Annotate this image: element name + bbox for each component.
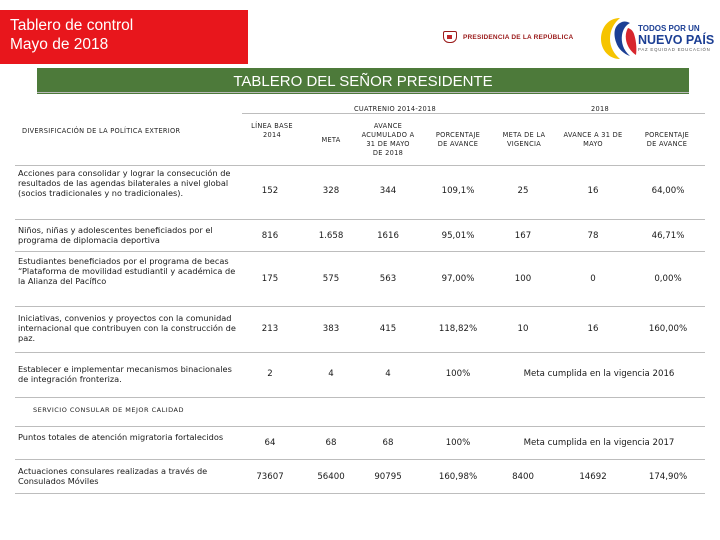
cell-meta-vigencia: 8400 bbox=[512, 472, 534, 482]
todos-por-un-nuevo-pais-logo bbox=[598, 10, 720, 64]
cell-meta-cumplida: Meta cumplida en la vigencia 2017 bbox=[523, 438, 675, 448]
cell-meta-vigencia: 10 bbox=[517, 324, 529, 334]
porcentaje-avance-header: PORCENTAJE DE AVANCE bbox=[435, 131, 481, 148]
cell-porcentaje: 100% bbox=[445, 369, 471, 379]
banner-divider bbox=[37, 92, 689, 93]
row-divider bbox=[15, 426, 705, 427]
cell-linea-base: 2 bbox=[267, 369, 273, 379]
cell-avance-mayo: 16 bbox=[587, 324, 599, 334]
row-label-agendas-bilaterales: Acciones para consolidar y lograr la consecución de resultados de las agendas bilaterales a nivel global (socios tradicionales y no tradicionales). bbox=[18, 168, 231, 198]
row-divider bbox=[15, 251, 705, 252]
group-header-divider bbox=[242, 113, 705, 114]
row-divider bbox=[15, 352, 705, 353]
linea-base-header: LÍNEA BASE 2014 bbox=[251, 122, 293, 139]
dashboard-title: Tablero de control bbox=[10, 17, 134, 34]
presidencia-label: PRESIDENCIA DE LA REPÚBLICA bbox=[463, 33, 574, 41]
meta-vigencia-header: META DE LA VIGENCIA bbox=[502, 131, 546, 148]
cell-linea-base: 816 bbox=[261, 231, 279, 241]
avance-mayo-header: AVANCE A 31 DE MAYO bbox=[563, 131, 623, 148]
cell-avance: 90795 bbox=[374, 472, 402, 482]
meta-header: META bbox=[321, 136, 341, 144]
section-banner: TABLERO DEL SEÑOR PRESIDENTE bbox=[37, 68, 689, 94]
cell-meta: 56400 bbox=[317, 472, 345, 482]
cell-meta: 1.658 bbox=[318, 231, 344, 241]
cell-meta-vigencia: 25 bbox=[517, 186, 529, 196]
tricolor-swirl-icon bbox=[598, 14, 642, 64]
cell-avance-mayo: 78 bbox=[587, 231, 599, 241]
row-label-diplomacia-deportiva: Niños, niñas y adolescentes beneficiados por el programa de diplomacia deportiva bbox=[18, 225, 213, 245]
cell-meta-vigencia: 167 bbox=[514, 231, 532, 241]
logo-line3: PAZ EQUIDAD EDUCACIÓN bbox=[638, 47, 711, 52]
cell-avance: 68 bbox=[382, 438, 394, 448]
coat-of-arms-icon bbox=[443, 31, 457, 43]
row-divider bbox=[15, 397, 705, 398]
porcentaje-2018-header: PORCENTAJE DE AVANCE bbox=[644, 131, 690, 148]
cell-avance-mayo: 14692 bbox=[579, 472, 607, 482]
year-header: 2018 bbox=[591, 105, 609, 113]
dashboard-date: Mayo de 2018 bbox=[10, 36, 109, 53]
row-divider bbox=[15, 219, 705, 220]
cell-porcentaje: 97,00% bbox=[441, 274, 475, 284]
dashboard-title-box bbox=[0, 10, 248, 64]
cell-linea-base: 64 bbox=[264, 438, 276, 448]
cell-avance: 344 bbox=[379, 186, 397, 196]
cell-meta: 328 bbox=[322, 186, 340, 196]
cell-porcentaje: 160,98% bbox=[438, 472, 478, 482]
cell-meta: 575 bbox=[322, 274, 340, 284]
row-divider bbox=[15, 493, 705, 494]
cell-porcentaje-2018: 46,71% bbox=[651, 231, 685, 241]
section-servicio-consular: SERVICIO CONSULAR DE MEJOR CALIDAD bbox=[33, 406, 184, 414]
cell-porcentaje-2018: 160,00% bbox=[648, 324, 688, 334]
row-label-atencion-migratoria: Puntos totales de atención migratoria fortalecidos bbox=[18, 432, 224, 442]
cell-meta-cumplida: Meta cumplida en la vigencia 2016 bbox=[523, 369, 675, 379]
cuatrenio-header: CUATRENIO 2014-2018 bbox=[353, 105, 436, 113]
cell-porcentaje-2018: 0,00% bbox=[654, 274, 682, 284]
logo-line1: TODOS POR UN bbox=[638, 24, 700, 33]
cell-porcentaje-2018: 174,90% bbox=[648, 472, 688, 482]
row-label-integracion-fronteriza: Establecer e implementar mecanismos binacionales de integración fronteriza. bbox=[18, 364, 232, 384]
cell-avance: 4 bbox=[385, 369, 391, 379]
row-divider bbox=[15, 165, 705, 166]
presidencia-logo bbox=[443, 27, 593, 47]
row-label-construccion-paz: Iniciativas, convenios y proyectos con la comunidad internacional que contribuyen con la construcción de paz. bbox=[18, 313, 236, 343]
cell-linea-base: 152 bbox=[261, 186, 279, 196]
cell-porcentaje-2018: 64,00% bbox=[651, 186, 685, 196]
cell-linea-base: 175 bbox=[261, 274, 279, 284]
cell-linea-base: 73607 bbox=[256, 472, 284, 482]
row-label-becas-alianza-pacifico: Estudiantes beneficiados por el programa de becas “Plataforma de movilidad estudiantil y académica de la Alianza del Pacífico bbox=[18, 256, 236, 286]
cell-meta: 4 bbox=[328, 369, 334, 379]
cell-meta: 383 bbox=[322, 324, 340, 334]
cell-avance-mayo: 0 bbox=[590, 274, 596, 284]
cell-porcentaje: 118,82% bbox=[438, 324, 478, 334]
cell-avance: 563 bbox=[379, 274, 397, 284]
cell-porcentaje: 95,01% bbox=[441, 231, 475, 241]
cell-avance: 1616 bbox=[377, 231, 399, 241]
row-divider bbox=[15, 306, 705, 307]
cell-meta-vigencia: 100 bbox=[514, 274, 532, 284]
avance-acumulado-header: AVANCE ACUMULADO A 31 DE MAYO DE 2018 bbox=[361, 122, 415, 157]
row-divider bbox=[15, 459, 705, 460]
indicator-column-header: DIVERSIFICACIÓN DE LA POLÍTICA EXTERIOR bbox=[22, 127, 181, 135]
cell-porcentaje: 109,1% bbox=[441, 186, 475, 196]
row-label-consulados-moviles: Actuaciones consulares realizadas a través de Consulados Móviles bbox=[18, 466, 208, 486]
cell-meta: 68 bbox=[325, 438, 337, 448]
cell-porcentaje: 100% bbox=[445, 438, 471, 448]
logo-line2: NUEVO PAÍS bbox=[638, 33, 715, 47]
cell-linea-base: 213 bbox=[261, 324, 279, 334]
cell-avance: 415 bbox=[379, 324, 397, 334]
cell-avance-mayo: 16 bbox=[587, 186, 599, 196]
